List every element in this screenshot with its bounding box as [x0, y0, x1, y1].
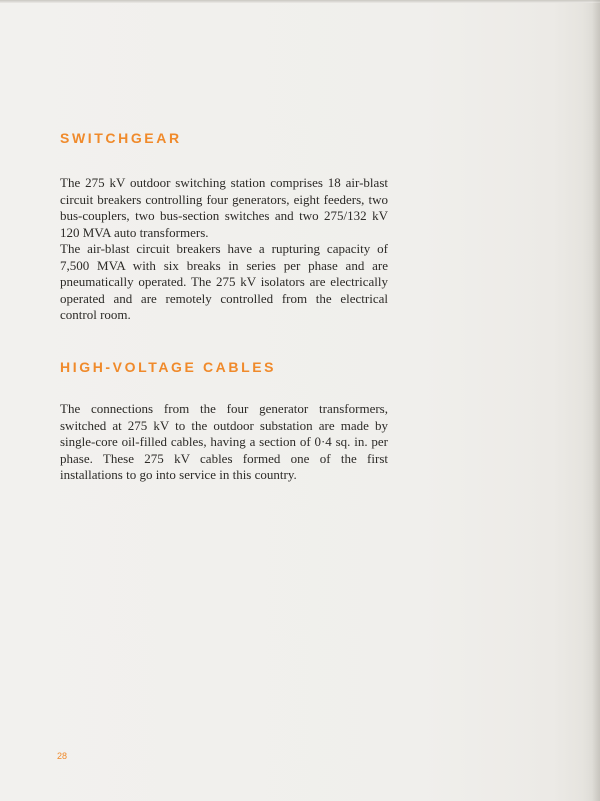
paragraph: The 275 kV outdoor switching station comprises 18 air-blast circuit breakers controlling four generators, eight feeders, two bus-couplers, two bus-section switches and two 275/132 kV 120 MVA auto transformers.: [60, 175, 388, 240]
section-heading-switchgear: SWITCHGEAR: [60, 130, 182, 146]
paragraph: The air-blast circuit breakers have a rupturing capacity of 7,500 MVA with six breaks in series per phase and are pneumatically operated. The 275 kV isolators are electrically operated and are remotely controlled from the electrical control room.: [60, 241, 388, 322]
section-heading-high-voltage-cables: HIGH-VOLTAGE CABLES: [60, 359, 277, 375]
page-right-edge-shadow: [592, 0, 600, 801]
paragraph: The connections from the four generator transformers, switched at 275 kV to the outdoor substation are made by single-core oil-filled cables, having a section of 0·4 sq. in. per phase. These 275 kV cables formed one of the first installations to go into service in this country.: [60, 401, 388, 482]
section-body-switchgear: [60, 175, 388, 324]
section-body-high-voltage-cables: [60, 401, 388, 484]
page-top-edge: [0, 0, 600, 3]
page-number: 28: [57, 751, 68, 761]
